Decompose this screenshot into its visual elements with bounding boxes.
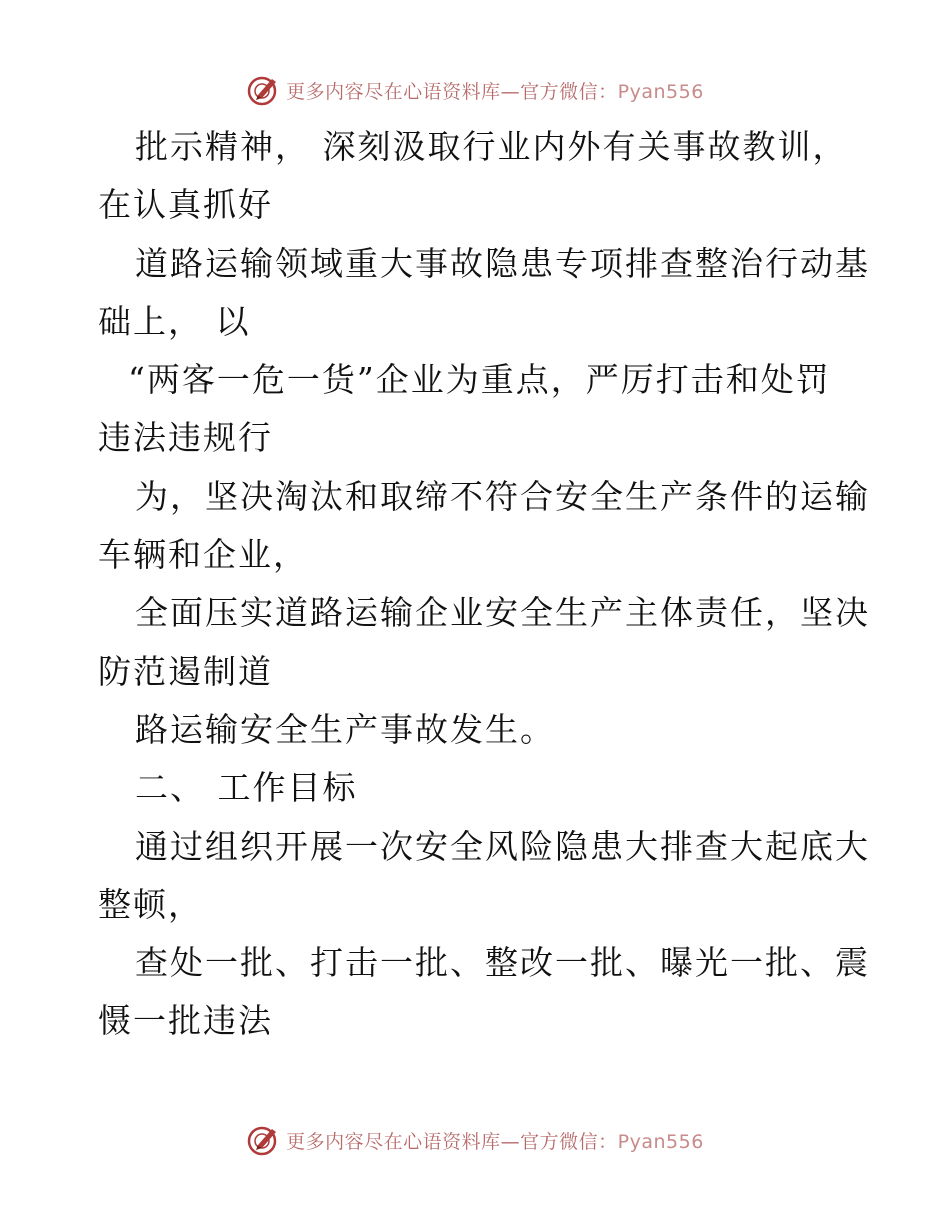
watermark-text: 更多内容尽在心语资料库—官方微信：Pyan556 [286,1130,704,1153]
text-line: 整顿， [98,884,203,924]
text-line: 全面压实道路运输企业安全生产主体责任，坚决 [135,593,870,633]
section-heading: 二、 工作目标 [135,768,358,808]
text-line: 础上， 以 [98,301,251,341]
text-line: “两客一危一货”企业为重点，严厉打击和处罚 [128,360,831,400]
text-line: 车辆和企业， [98,535,308,575]
watermark-text: 更多内容尽在心语资料库—官方微信：Pyan556 [286,80,704,103]
pen-logo-icon [246,73,280,107]
text-line: 违法违规行 [98,418,273,458]
document-body [98,118,870,1051]
text-line: 查处一批、打击一批、整改一批、曝光一批、震 [135,943,870,983]
text-line: 路运输安全生产事故发生。 [135,709,555,749]
text-line: 在认真抓好 [98,185,273,225]
text-line: 通过组织开展一次安全风险隐患大排查大起底大 [135,826,870,866]
header-watermark [0,70,950,110]
text-line: 批示精神， 深刻汲取行业内外有关事故教训， [135,127,848,166]
text-line: 慑一批违法 [98,1001,273,1041]
text-line: 道路运输领域重大事故隐患专项排查整治行动基 [135,243,870,283]
footer-watermark [0,1120,950,1160]
text-line: 为，坚决淘汰和取缔不符合安全生产条件的运输 [135,476,870,516]
pen-logo-icon [246,1123,280,1157]
text-line: 防范遏制道 [98,651,273,691]
